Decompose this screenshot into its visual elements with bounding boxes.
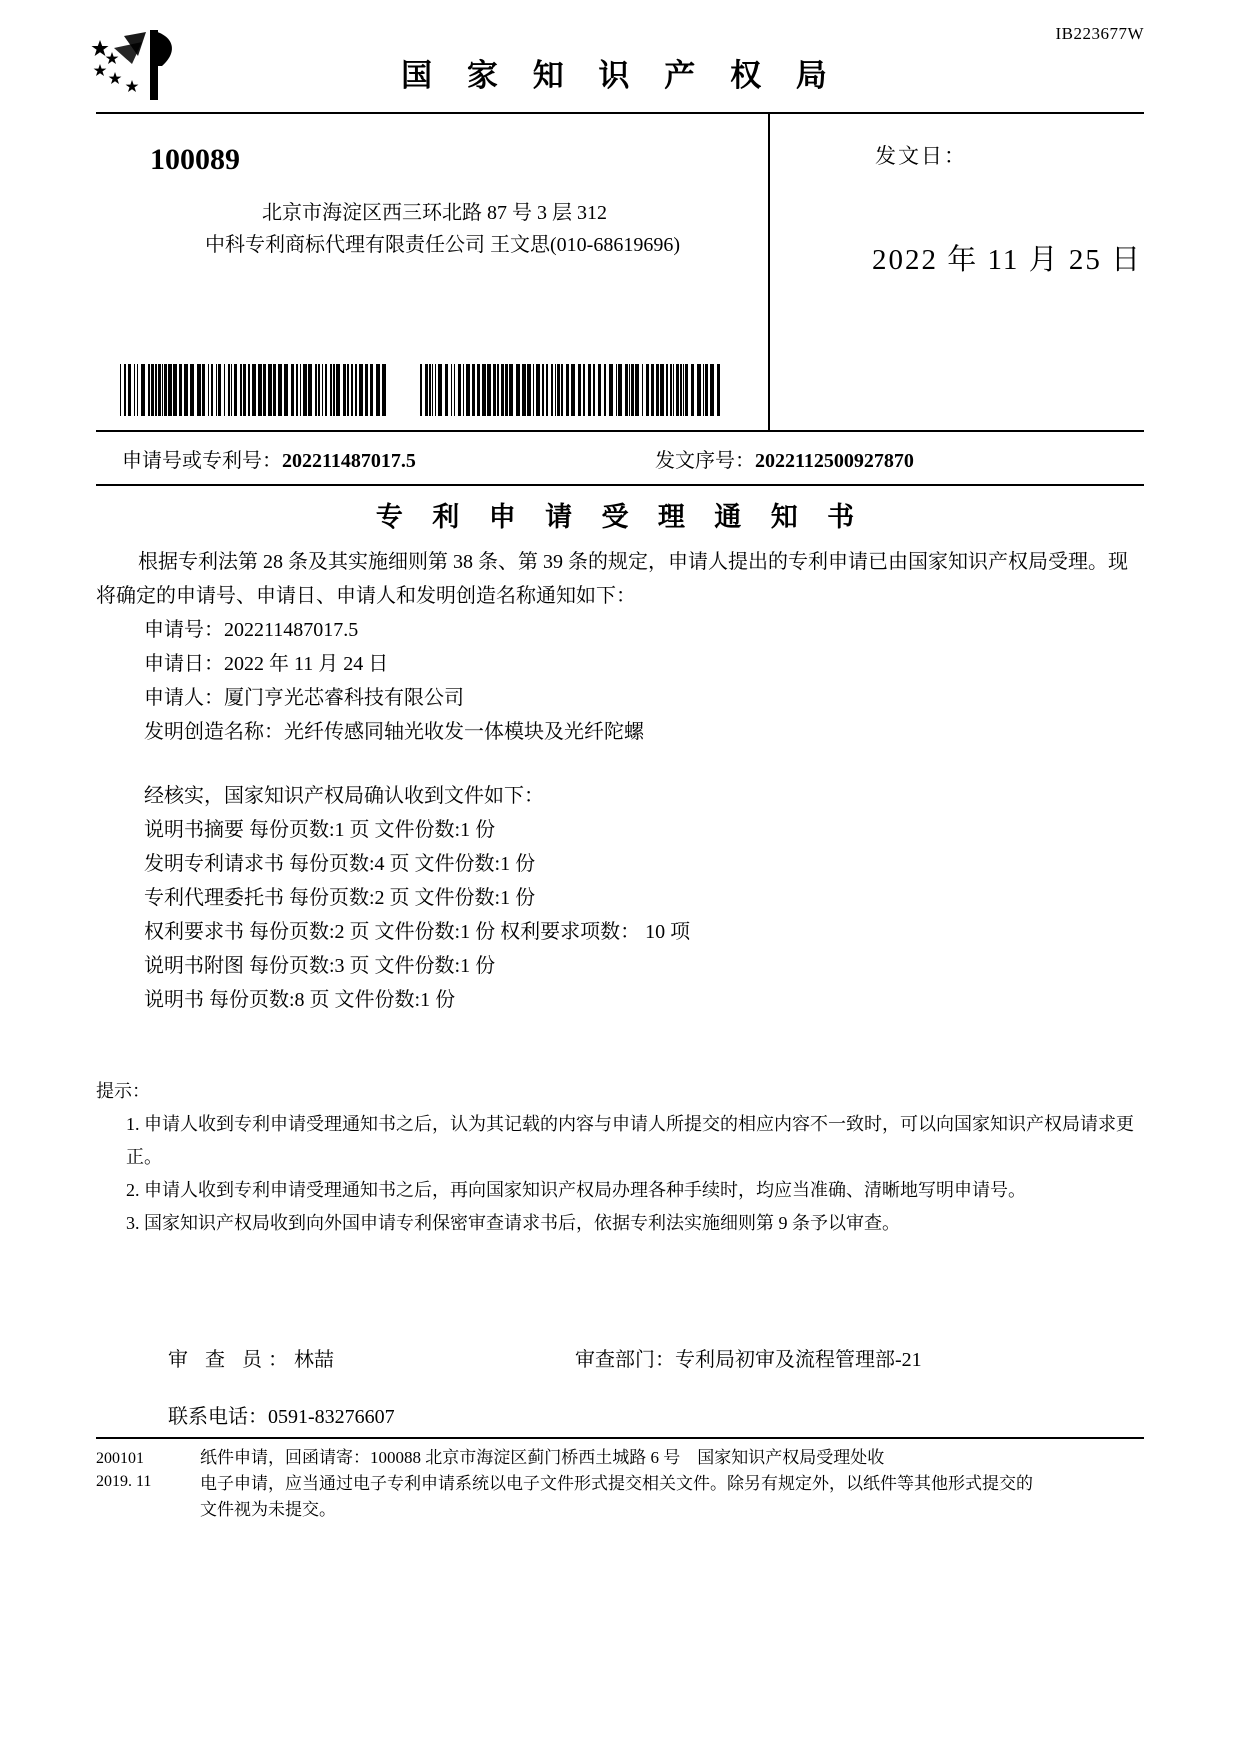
divider-vertical <box>768 112 770 430</box>
tip-item: 1. 申请人收到专利申请受理通知书之后，认为其记载的内容与申请人所提交的相应内容不一致时，可以向国家知识产权局请求更正。 <box>126 1114 1134 1167</box>
document-row: 专利代理委托书 每份页数:2 页 文件份数:1 份 <box>144 887 536 909</box>
sequence-number <box>655 444 914 473</box>
application-number <box>122 444 416 473</box>
tips-section <box>96 1075 1144 1240</box>
contact-phone-label: 联系电话： <box>168 1406 268 1428</box>
document-row: 说明书摘要 每份页数:1 页 文件份数:1 份 <box>144 819 496 841</box>
department-label: 审查部门： <box>575 1349 675 1371</box>
tip-item: 2. 申请人收到专利申请受理通知书之后，再向国家知识产权局办理各种手续时，均应当准确、清晰地写明申请号。 <box>126 1180 1026 1200</box>
notice-title: 专 利 申 请 受 理 通 知 书 <box>375 502 865 533</box>
address-line-2: 中科专利商标代理有限责任公司 王文思(010-68619696) <box>205 234 680 256</box>
field-invention-title: 发明创造名称：光纤传感同轴光收发一体模块及光纤陀螺 <box>144 721 644 743</box>
footer-form-code-line-1: 200101 <box>96 1450 144 1467</box>
tip-item: 3. 国家知识产权局收到向外国申请专利保密审查请求书后，依据专利法实施细则第 9 条予以审查。 <box>126 1213 900 1233</box>
department-name: 专利局初审及流程管理部-21 <box>675 1349 922 1371</box>
address-line-1: 北京市海淀区西三环北路 87 号 3 层 312 <box>262 202 607 224</box>
examiner-field <box>168 1343 334 1372</box>
issue-date-value: 2022 年 11 月 25 日 <box>872 244 1143 276</box>
footer-note-paper: 纸件申请，回函请寄：100088 北京市海淀区蓟门桥西土城路 6 号 国家知识产权局受理处收 <box>200 1448 885 1467</box>
application-number-value: 202211487017.5 <box>282 450 416 472</box>
barcode-sequence-number <box>420 364 720 416</box>
document-row: 权利要求书 每份页数:2 页 文件份数:1 份 权利要求项数： 10 项 <box>144 921 691 943</box>
divider-top <box>96 112 1144 114</box>
application-number-label: 申请号或专利号： <box>122 450 282 472</box>
examiner-name: 林喆 <box>294 1349 334 1371</box>
sequence-number-value: 2022112500927870 <box>755 450 914 472</box>
department-field <box>575 1343 922 1372</box>
document-row: 说明书 每份页数:8 页 文件份数:1 份 <box>144 989 456 1011</box>
divider-numbers-top <box>96 430 1144 432</box>
footer-form-code-line-2: 2019. 11 <box>96 1473 152 1490</box>
issue-date-label: 发文日： <box>875 144 967 168</box>
footer-note-electronic-cont: 文件视为未提交。 <box>200 1500 336 1519</box>
document-row: 发明专利请求书 每份页数:4 页 文件份数:1 份 <box>144 853 536 875</box>
divider-numbers-bottom <box>96 484 1144 486</box>
footer-form-code <box>96 1447 151 1493</box>
page-title: 国 家 知 识 产 权 局 <box>401 58 839 94</box>
examiner-label: 审 查 员： <box>168 1349 294 1371</box>
footer-notes <box>200 1445 1080 1523</box>
tips-heading: 提示： <box>96 1081 150 1101</box>
field-application-date: 申请日：2022 年 11 月 24 日 <box>144 653 389 675</box>
document-row: 说明书附图 每份页数:3 页 文件份数:1 份 <box>144 955 496 977</box>
notice-body <box>96 545 1144 1017</box>
contact-phone-field <box>168 1400 395 1429</box>
document-code: IB223677W <box>1055 24 1144 43</box>
barcode-application-number <box>120 364 385 416</box>
divider-footer <box>96 1437 1144 1439</box>
footer-note-electronic: 电子申请，应当通过电子专利申请系统以电子文件形式提交相关文件。除另有规定外，以纸件等其他形式提交的 <box>200 1474 1033 1493</box>
documents-confirm-line: 经核实，国家知识产权局确认收到文件如下： <box>144 785 544 807</box>
contact-phone-value: 0591-83276607 <box>268 1406 395 1428</box>
postal-code: 100089 <box>150 143 240 176</box>
field-applicant: 申请人：厦门亨光芯睿科技有限公司 <box>144 687 464 709</box>
intro-paragraph: 根据专利法第 28 条及其实施细则第 38 条、第 39 条的规定，申请人提出的专利申请已由国家知识产权局受理。现将确定的申请号、申请日、申请人和发明创造名称通知如下： <box>96 551 1128 607</box>
sequence-number-label: 发文序号： <box>655 450 755 472</box>
field-application-number: 申请号：202211487017.5 <box>144 619 359 641</box>
